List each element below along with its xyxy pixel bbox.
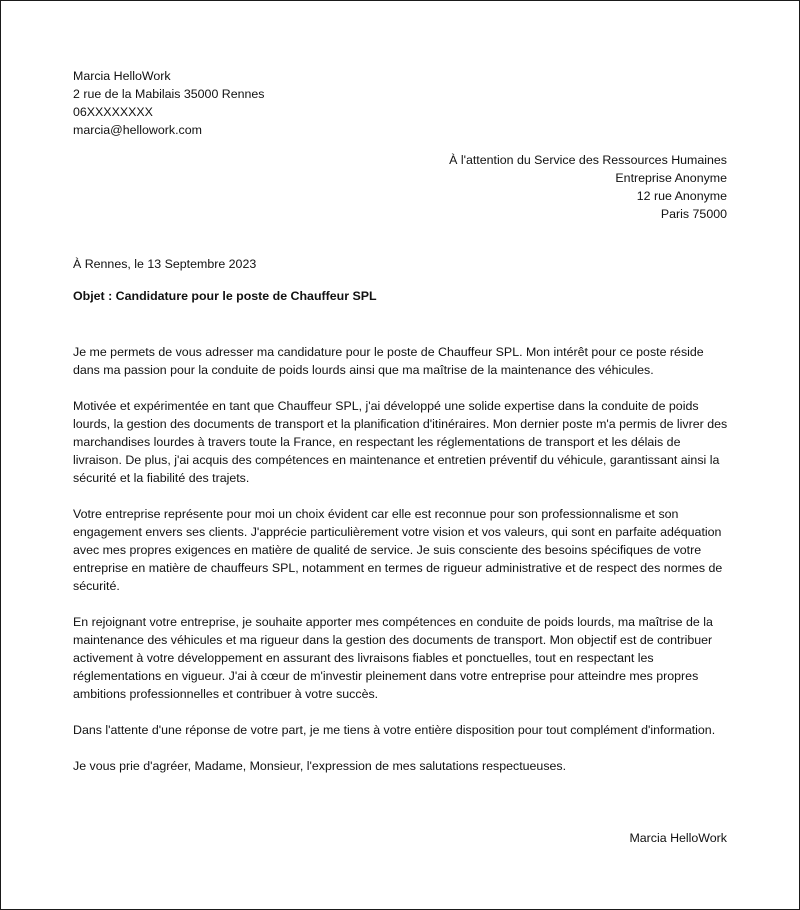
body-paragraph: Dans l'attente d'une réponse de votre part, je me tiens à votre entière disposition pour tout complément d'information. [73, 723, 716, 737]
recipient-company: Entreprise Anonyme [615, 171, 727, 185]
subject-line: Objet : Candidature pour le poste de Chauffeur SPL [73, 289, 377, 303]
recipient-block [449, 151, 727, 223]
sender-email: marcia@hellowork.com [73, 123, 202, 137]
recipient-street: 12 rue Anonyme [636, 189, 727, 203]
recipient-attention: À l'attention du Service des Ressources Humaines [449, 153, 727, 167]
recipient-city: Paris 75000 [660, 207, 727, 221]
closing-paragraph: Je vous prie d'agréer, Madame, Monsieur, l'expression de mes salutations respectueuses. [73, 759, 567, 773]
body-paragraph: Votre entreprise représente pour moi un choix évident car elle est reconnue pour son professionnalisme et son engagement envers ses clients. J'apprécie particulièrement votre vision et vos valeurs, qui sont en parfaite adéquation avec mes propres exigences en matière de qualité de service. Je suis consciente des besoins spécifiques de votre entreprise en matière de chauffeurs SPL, notamment en termes de rigueur administrative et de respect des normes de sécurité. [73, 507, 723, 593]
sender-block [73, 67, 265, 139]
sender-phone: 06XXXXXXXX [73, 105, 153, 119]
signature: Marcia HelloWork [629, 831, 727, 845]
body-paragraph: Motivée et expérimentée en tant que Chauffeur SPL, j'ai développé une solide expertise dans la conduite de poids lourds, la gestion des documents de transport et la planification d'itinéraires. Mon dernier poste m'a permis de livrer des marchandises lourdes à travers toute la France, en respectant les réglementations de transport et les délais de livraison. De plus, j'ai acquis des compétences en maintenance et entretien préventif du véhicule, garantissant ainsi la sécurité et la fiabilité des trajets. [73, 399, 728, 485]
body-paragraph: Je me permets de vous adresser ma candidature pour le poste de Chauffeur SPL. Mon intérêt pour ce poste réside dans ma passion pour la conduite de poids lourds ainsi que ma maîtrise de la maintenance des véhicules. [73, 345, 704, 377]
sender-address: 2 rue de la Mabilais 35000 Rennes [73, 87, 265, 101]
date-line: À Rennes, le 13 Septembre 2023 [73, 257, 257, 271]
body-paragraph: En rejoignant votre entreprise, je souhaite apporter mes compétences en conduite de poids lourds, ma maîtrise de la maintenance des véhicules et ma rigueur dans la gestion des documents de transport. Mon objectif est de contribuer activement à votre développement en assurant des livraisons fiables et ponctuelles, tout en respectant les réglementations en vigueur. J'ai à cœur de m'investir pleinement dans votre entreprise pour atteindre mes propres ambitions professionnelles et contribuer à votre succès. [73, 615, 713, 701]
letter-body [73, 343, 729, 793]
sender-name: Marcia HelloWork [73, 69, 171, 83]
